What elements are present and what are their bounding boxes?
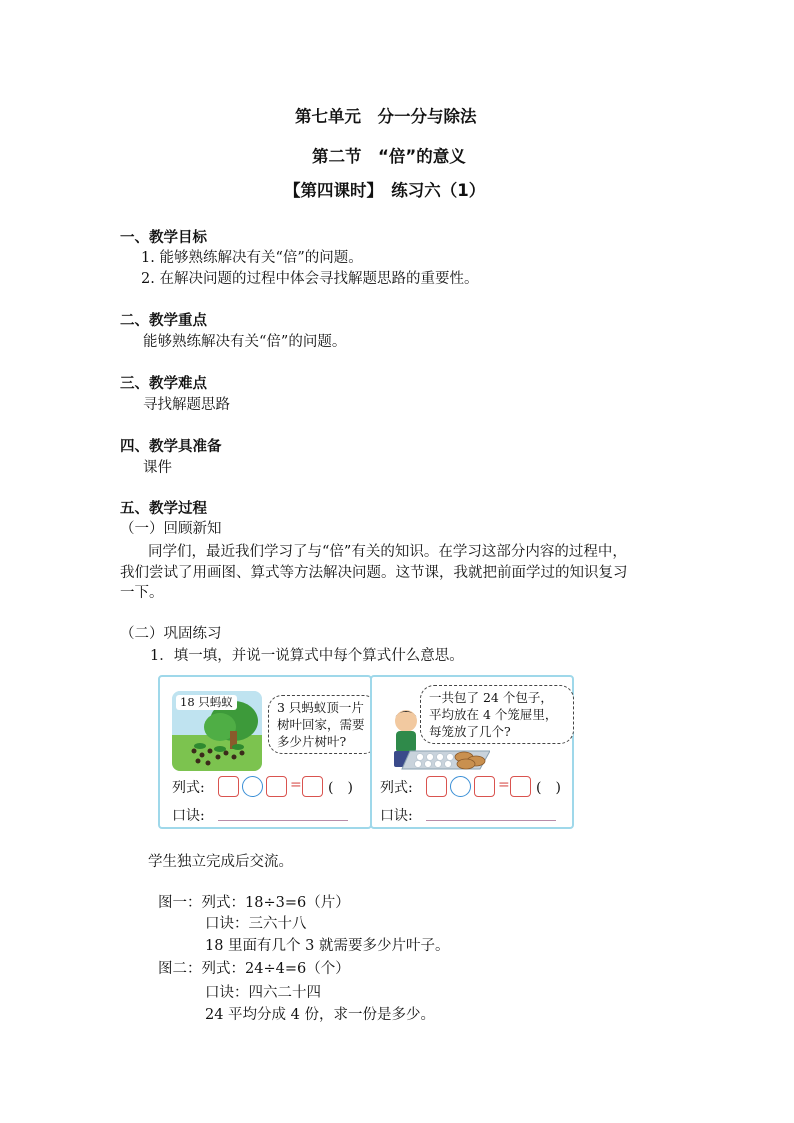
answer-1-meaning: 18 里面有几个 3 就需要多少片叶子。	[205, 938, 450, 954]
heading-materials: 四、教学具准备	[120, 439, 222, 455]
answers-intro: 学生独立完成后交流。	[148, 854, 293, 870]
key-points-text: 能够熟练解决有关“倍”的问题。	[143, 334, 347, 350]
buns-verse-line[interactable]	[426, 820, 556, 821]
answer-1-verse: 口诀：三六十八	[205, 916, 307, 932]
review-para-line-2: 我们尝试了用画图、算式等方法解决问题。这节课，我就把前面学过的知识复习	[120, 565, 628, 581]
buns-bubble-line-3: 每笼放了几个?	[429, 724, 511, 739]
review-para-line-1: 同学们，最近我们学习了与“倍”有关的知识。在学习这部分内容的过程中，	[148, 544, 627, 560]
subheading-practice: （二）巩固练习	[120, 626, 222, 642]
section-title: 第二节 “倍”的意义	[312, 147, 466, 166]
ants-answer-box-1[interactable]	[218, 776, 239, 797]
heading-goals: 一、教学目标	[120, 230, 207, 246]
practice-task: 1．填一填，并说一说算式中每个算式什么意思。	[150, 648, 464, 664]
buns-answer-box-3[interactable]	[510, 776, 531, 797]
ants-answer-box-3[interactable]	[302, 776, 323, 797]
ants-bubble-line-3: 多少片树叶?	[277, 734, 347, 749]
buns-bubble-line-1: 一共包了 24 个包子，	[429, 690, 553, 705]
ants-unit-paren[interactable]: ( )	[328, 780, 353, 796]
answer-2-formula: 图二：列式：24÷4=6（个）	[158, 961, 350, 977]
figure-panel-ants	[158, 675, 372, 829]
goal-item-2: 2. 在解决问题的过程中体会寻找解题思路的重要性。	[141, 271, 479, 287]
buns-unit-paren[interactable]: ( )	[536, 780, 561, 796]
review-para-line-3: 一下。	[120, 585, 164, 601]
unit-title: 第七单元 分一分与除法	[295, 107, 477, 126]
subheading-review: （一）回顾新知	[120, 521, 222, 537]
answer-2-meaning: 24 平均分成 4 份，求一份是多少。	[205, 1007, 436, 1023]
ants-count-tag: 18 只蚂蚁	[176, 695, 237, 710]
difficulty-text: 寻找解题思路	[143, 397, 230, 413]
ants-equals-sign: =	[290, 777, 302, 793]
answer-2-verse: 口诀：四六二十四	[205, 985, 321, 1001]
ants-bubble-line-1: 3 只蚂蚁顶一片	[277, 700, 364, 715]
figure-panel-buns	[370, 675, 574, 829]
heading-difficulty: 三、教学难点	[120, 376, 207, 392]
buns-speech-bubble	[420, 685, 574, 744]
ants-verse-line[interactable]	[218, 820, 348, 821]
buns-formula-label: 列式:	[380, 780, 413, 796]
goal-item-1: 1. 能够熟练解决有关“倍”的问题。	[141, 250, 363, 266]
ants-answer-box-2[interactable]	[266, 776, 287, 797]
ants-bubble-line-2: 树叶回家，需要	[277, 717, 365, 732]
answer-1-formula: 图一：列式：18÷3=6（片）	[158, 895, 350, 911]
ants-illustration	[172, 691, 262, 771]
ants-speech-bubble	[268, 695, 378, 754]
ants-operator-circle[interactable]	[242, 776, 263, 797]
heading-process: 五、教学过程	[120, 501, 207, 517]
buns-operator-circle[interactable]	[450, 776, 471, 797]
lesson-title: 【第四课时】 练习六（1）	[284, 181, 486, 200]
buns-bubble-line-2: 平均放在 4 个笼屉里，	[429, 707, 558, 722]
materials-text: 课件	[143, 460, 172, 476]
ants-verse-label: 口诀:	[172, 808, 205, 824]
buns-verse-label: 口诀:	[380, 808, 413, 824]
ants-formula-label: 列式:	[172, 780, 205, 796]
buns-answer-box-1[interactable]	[426, 776, 447, 797]
buns-answer-box-2[interactable]	[474, 776, 495, 797]
buns-equals-sign: =	[498, 777, 510, 793]
heading-key-points: 二、教学重点	[120, 313, 207, 329]
